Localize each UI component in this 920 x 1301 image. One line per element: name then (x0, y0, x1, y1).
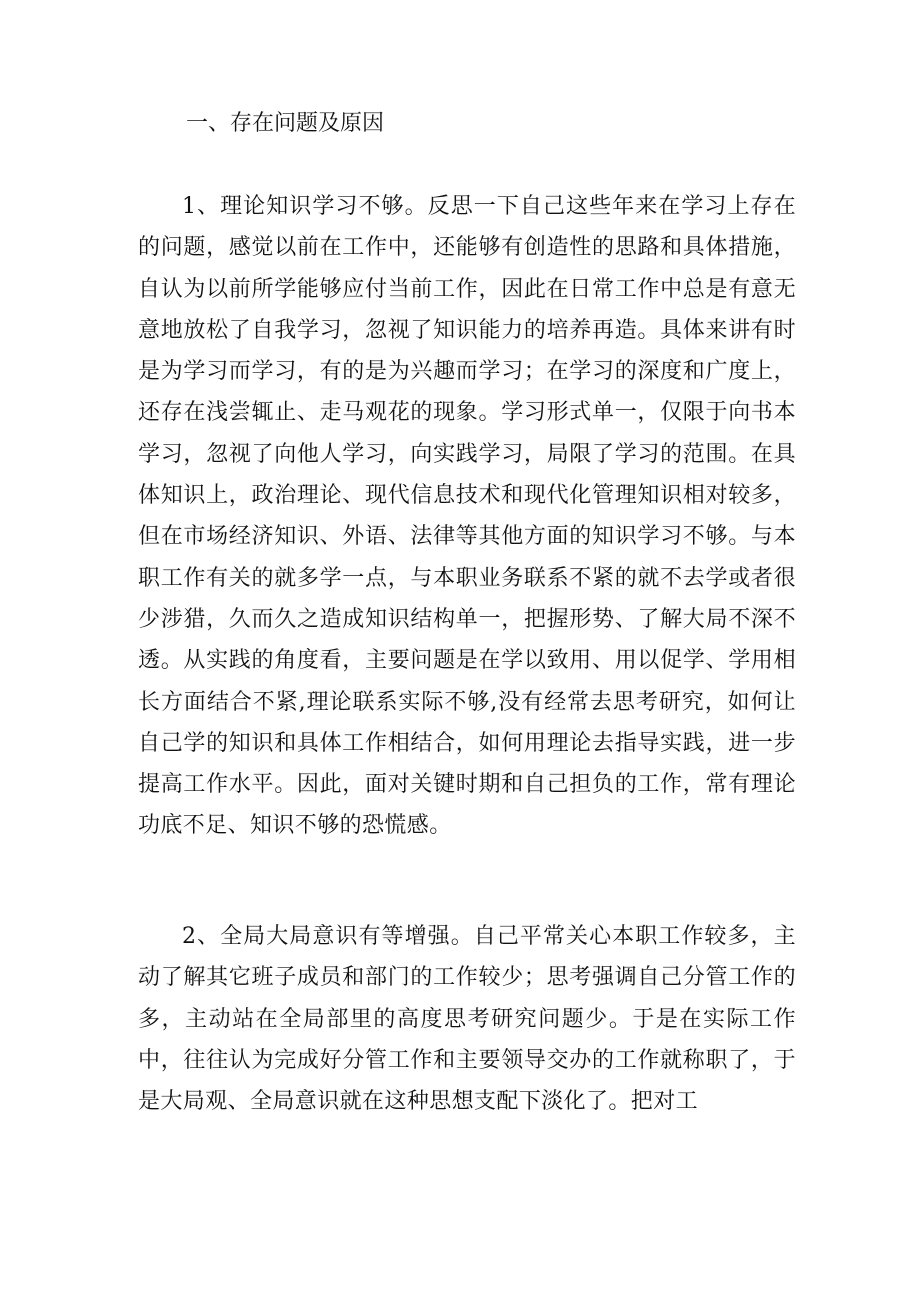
section-heading: 一、存在问题及原因 (186, 111, 385, 136)
paragraph-theory-study: 1、理论知识学习不够。反思一下自己这些年来在学习上存在的问题，感觉以前在工作中，还能够有创造性的思路和具体措施，自认为以前所学能够应付当前工作，因此在日常工作中总是有意无意地放松了自我学习，忽视了知识能力的培养再造。具体来讲有时是为学习而学习，有的是为兴趣而学习；在学习的深度和广度上，还存在浅尝辄止、走马观花的现象。学习形式单一，仅限于向书本学习，忽视了向他人学习，向实践学习，局限了学习的范围。在具体知识上，政治理论、现代信息技术和现代化管理知识相对较多，但在市场经济知识、外语、法律等其他方面的知识学习不够。与本职工作有关的就多学一点，与本职业务联系不紧的就不去学或者很少涉猎，久而久之造成知识结构单一，把握形势、了解大局不深不透。从实践的角度看，主要问题是在学以致用、用以促学、学用相长方面结合不紧,理论联系实际不够,没有经常去思考研究，如何让自己学的知识和具体工作相结合，如何用理论去指导实践，进一步提高工作水平。因此，面对关键时期和自己担负的工作，常有理论功底不足、知识不够的恐慌感。 (138, 194, 796, 839)
paragraph-overall-awareness: 2、全局大局意识有等增强。自己平常关心本职工作较多，主动了解其它班子成员和部门的工作较少；思考强调自己分管工作的多，主动站在全局部里的高度思考研究问题少。于是在实际工作中，往往认为完成好分管工作和主要领导交办的工作就称职了，于是大局观、全局意识就在这种思想支配下淡化了。把对工 (138, 924, 796, 1115)
